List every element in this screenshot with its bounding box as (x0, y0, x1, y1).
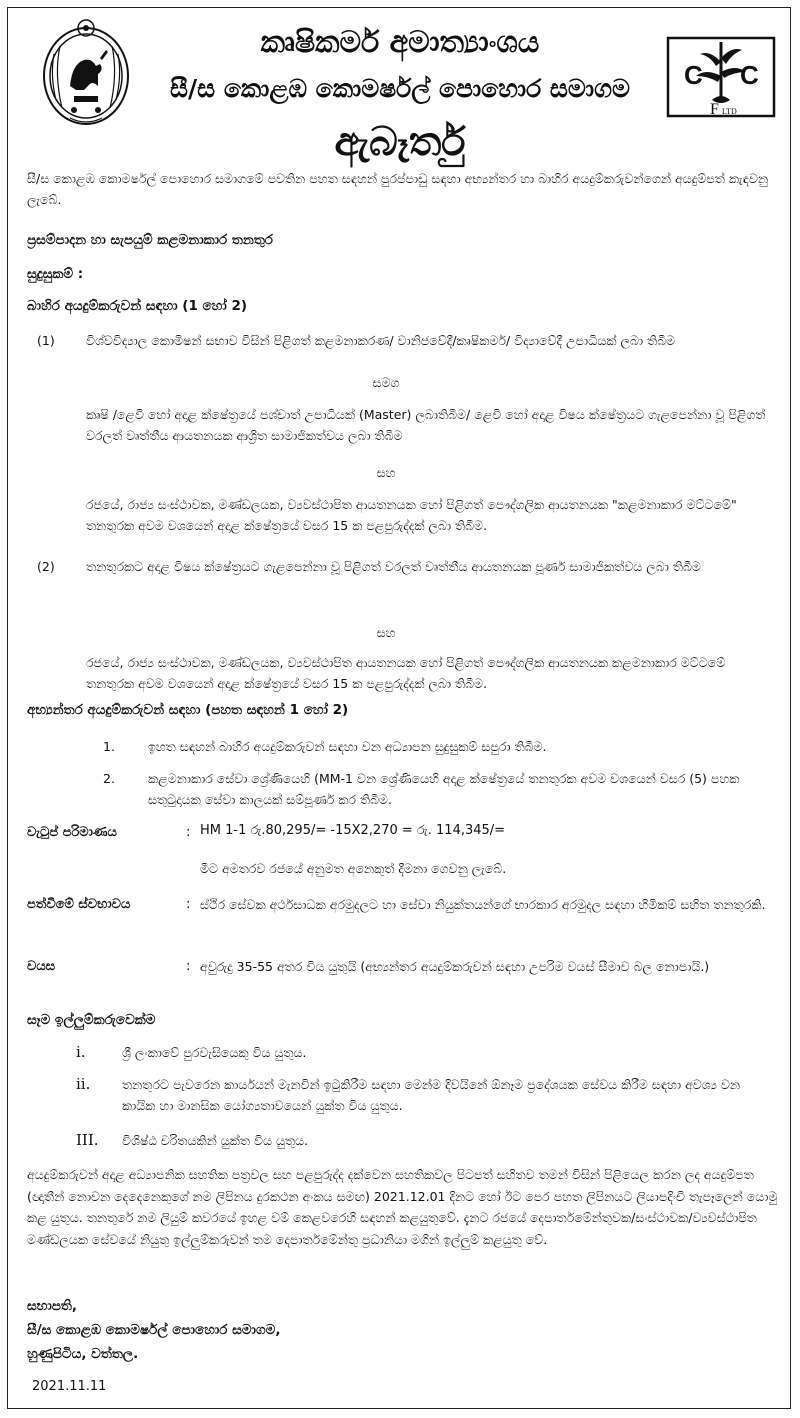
internal-item-2: කළමනාකාර සේවා ශ්‍රේණියෙහි (MM-1 වන ශ්‍රේණියෙහි අදාළ ක්ෂේත්‍රයේ තනතුරක අවම වශයෙන් වසර (5) පහක සතුටුදායක සේවා කාලයක් සම්පූර්ණ කර තිබීම. (148, 771, 740, 807)
salary-scale: HM 1-1 රු.80,295/= -15X2,270 = රු. 114,345/= (200, 823, 506, 838)
svg-text:C: C (684, 60, 703, 90)
nature-value: ස්ථිර සේවක අර්ථසාධක අරමුදලට හා සේවා නියුක්තයන්ගේ භාරකාර අරමුදල සඳහා හිමිකම් සහිත තනතුරකි. (200, 897, 766, 912)
position-title: ප්‍රසම්පාදන හා සැපයුම් කළමනාකාර තනතුර (27, 232, 273, 248)
general-item-number: III. (76, 1131, 99, 1149)
salary-label: වැටුප් පරිමාණය (27, 825, 117, 840)
age-value: අවුරුදු 35-55 අතර විය යුතුයි (අභ්‍යන්තර අයදුම්කරුවන් සඳහා උපරිම වයස් සීමාව බල නොපායි.) (200, 959, 710, 974)
connector-with: සමග (372, 375, 400, 390)
vacancies-heading: ඇබෑර්තු (334, 119, 466, 165)
intro-paragraph: සී/ස කොළඹ කොමර්ෂල් පොහොර සමාගමේ පවතින පහත සඳහන් පුරප්පාඩු සඳහා අභ්‍යන්තර හා බාහිර අයදුම්කරුවන්ගෙන් අයදුම්පත් කැඳවනු ලැබේ. (27, 171, 769, 207)
external-q1-master: කෘෂි /ළෙවි හෝ අදාළ ක්ෂේත්‍රයේ පශ්චාත් උපාධියක් (Master) ලබාතිබීම/ ළෙවි හෝ අදාළ විෂය ක්ෂේත්‍රයට ගැළපෙන්නා වූ පිළිගත් වරලත් වෘත්තීය ආයතනයක ආශ්‍රිත සාමාජිකත්වය ලබා තිබීම (86, 407, 766, 443)
svg-text:C: C (740, 60, 759, 90)
general-heading: සෑම ඉල්ලුම්කරුවෙක්ම (27, 1012, 156, 1028)
qualifications-heading: සුදුසුකම් : (27, 266, 84, 282)
signatory-title: සභාපති, (27, 1298, 78, 1314)
application-instructions: අයදුම්කරුවන් අදාළ අධ්‍යාපනික සහතික පත්‍රවල සහ පළපුරුද්ද දක්වෙන සහතිකවල පිටපත් සහිතව තමන් විසින් පිළියෙල කරන ලද අයදුම්පත (ඥාතීන් නොවන දෙදෙනෙකුගේ නම ලිපිනය දුරකථන අංකය සමඟ) 2021.12.01 දිනට හෝ ඊට පෙර පහත ලිපිනයට ලියාපදිංචි තැපෑලෙන් යොමු කළ යුතුය. තනතුරේ නම ලියුම් කවරයේ ඉහළ වම් කෙළවරෙහි සඳහන් කළයුතුවේ. දැනට රජයේ දෙපාර්තමේන්තුවක/සංස්ථාවක/ව්‍යවස්ථාපිත මණ්ඩලයක සේවයේ නියුතු ඉල්ලුම්කරුවන් තම දෙපාර්තමේන්තු ප්‍රධානියා මගින් ඉල්ලුම් කළයුතු වේ. (27, 1167, 778, 1247)
external-q1-experience: රජයේ, රාජ්‍ය සංස්ථාවක, මණ්ඩලයක, ව්‍යවස්ථාපිත ආයතනයක හෝ පිළිගත් පෞද්ගලික ආයතනයක "කළමනාකාර මට්ටමේ" තනතුරක අවම වශයෙන් අදාළ ක්ෂේත්‍රයේ වසර 15 ක පළපුරුද්දක් ලබා තිබීම. (86, 497, 737, 533)
svg-text:F: F (710, 101, 719, 118)
internal-item-number: 2. (103, 771, 115, 786)
age-label: වයස (27, 959, 56, 974)
government-emblem-icon (40, 14, 132, 132)
ministry-title: කෘෂිකර්ම අමාත්‍යාංශය (260, 25, 540, 60)
general-item-number: ii. (76, 1075, 91, 1093)
nature-label: පත්වීමේ ස්වභාවය (27, 897, 131, 912)
external-heading: බාහිර අයදුම්කරුවන් සඳහා (1 හෝ 2) (27, 298, 248, 314)
signatory-address: හුණුපිටිය, වත්තල. (27, 1346, 139, 1362)
external-q2-text: තනතුරකට අදාළ විෂය ක්ෂේත්‍රයට ගැළපෙන්නා වූ පිළිගත් වරලත් වෘත්තීය ආයතනයක පූර්ණ සාමාජිකත්වය ලබා තිබීම (86, 559, 701, 574)
connector-and: සහ (376, 465, 396, 480)
salary-colon: : (186, 825, 191, 840)
external-item-number: (2) (37, 559, 55, 574)
internal-heading: අභ්‍යන්තර අයදුම්කරුවන් සඳහා (පහත සඳහන් 1 හෝ 2) (27, 702, 349, 718)
general-item-3: විශිෂ්ඨ චරිතයකින් යුක්ත විය යුතුය. (122, 1133, 309, 1148)
general-item-2: තනතුරට පැවරෙන කාර්යයන් මැනවින් ඉටුකිරීම සඳහා මෙන්ම දිවයිනේ ඕනෑම ප්‍රදේශයක සේවය කිරීම සඳහා අවශ්‍ය වන කායික හා මානසික යෝග්‍යතාවයෙන් යුක්ත විය යුතුය. (122, 1077, 741, 1113)
connector-and: සහ (376, 625, 396, 640)
external-q1-text: විශ්වවිද්‍යාල කොමිෂන් සභාව විසින් පිළිගත් කළමනාකරණ/ වානිජවේදී/කෘෂිකර්ම/ විද්‍යාවේදී උපාධියක් ලබා තිබීම (86, 333, 676, 348)
age-colon: : (186, 959, 191, 974)
company-title: සී/ස කොළඹ කොමර්ෂල් පොහොර සමාගම (170, 74, 630, 103)
internal-item-1: ඉහත සඳහන් බාහිර අයදුම්කරුවන් සඳහා වන අධ්‍යාපන සුදුසුකම් සපුරා තිබීම. (148, 739, 547, 754)
svg-text:LTD: LTD (722, 107, 737, 116)
external-item-number: (1) (37, 333, 55, 348)
internal-item-number: 1. (103, 739, 115, 754)
signatory-organization: සී/ස කොළඹ කොමර්ෂල් පොහොර සමාගම, (27, 1322, 281, 1338)
general-item-1: ශ්‍රී ලංකාවේ පුරවැසියෙකු විය යුතුය. (122, 1045, 307, 1060)
company-logo-icon (666, 36, 776, 118)
general-item-number: i. (76, 1043, 86, 1061)
external-q2-experience: රජයේ, රාජ්‍ය සංස්ථාවක, මණ්ඩලයක, ව්‍යවස්ථාපිත ආයතනයක හෝ පිළිගත් පෞද්ගලික ආයතනයක කළමනාකාර මට්ටමේ තනතුරක අවම වශයෙන් අදාළ ක්ෂේත්‍රයේ වසර 15 ක පළපුරුද්දක් ලබා තිබීම. (86, 655, 726, 691)
notice-date: 2021.11.11 (32, 1379, 107, 1394)
salary-note: මීට අමතරව රජයේ අනුමත අනෙකුත් දීමනා ගෙවනු ලැබේ. (200, 861, 507, 876)
nature-colon: : (186, 897, 191, 912)
